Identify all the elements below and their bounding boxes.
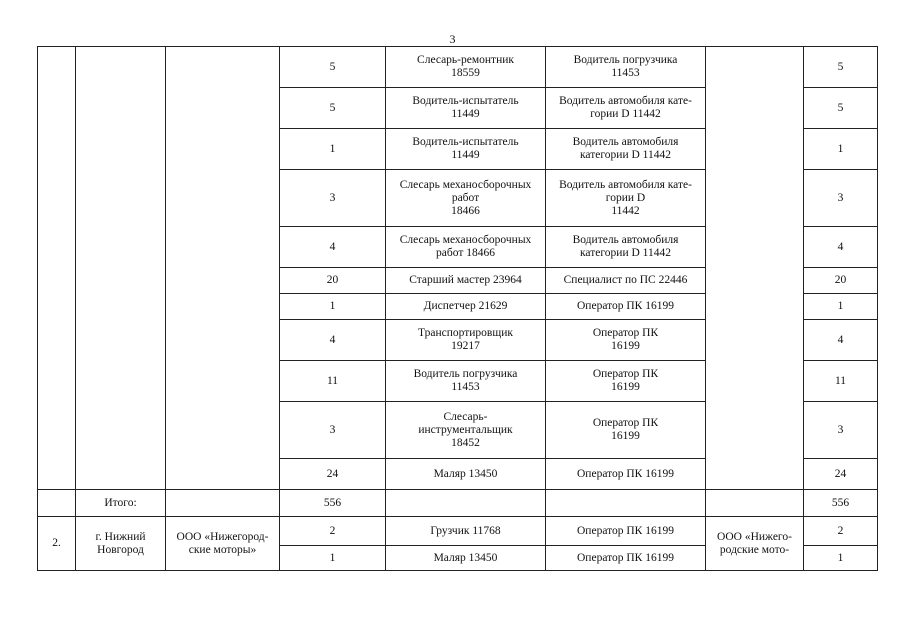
profession-cell: Старший мастер 23964	[386, 268, 546, 294]
profession-cell: Диспетчер 21629	[386, 294, 546, 320]
total-cell: 20	[804, 268, 878, 294]
staff-table	[37, 46, 878, 571]
subtotal-partner-cell	[706, 490, 804, 517]
entry2-row-1-count: 2	[280, 517, 386, 546]
total-cell: 3	[804, 170, 878, 227]
subtotal-row	[38, 490, 878, 517]
entry2-city: г. Нижний Новгород	[76, 517, 166, 571]
count-cell: 3	[280, 170, 386, 227]
training-cell: Водитель автомобиля кате- гории D 11442	[546, 170, 706, 227]
entry-org-cell	[166, 47, 280, 490]
subtotal-org-cell	[166, 490, 280, 517]
subtotal-num-cell	[38, 490, 76, 517]
count-cell: 4	[280, 320, 386, 361]
subtotal-profession-cell	[386, 490, 546, 517]
total-cell: 5	[804, 88, 878, 129]
total-cell: 5	[804, 47, 878, 88]
entry2-row-1-training: Оператор ПК 16199	[546, 517, 706, 546]
count-cell: 3	[280, 402, 386, 459]
page-number: 3	[449, 32, 456, 46]
profession-cell: Транспортировщик 19217	[386, 320, 546, 361]
profession-cell: Слесарь механосборочных работ 18466	[386, 170, 546, 227]
profession-cell: Водитель-испытатель 11449	[386, 88, 546, 129]
entry2-organization: ООО «Нижегород- ские моторы»	[166, 517, 280, 571]
total-cell: 1	[804, 294, 878, 320]
entry2-partner: ООО «Нижего- родские мото-	[706, 517, 804, 571]
table-row	[38, 47, 878, 88]
profession-cell: Слесарь-ремонтник 18559	[386, 47, 546, 88]
subtotal-training-cell	[546, 490, 706, 517]
total-cell: 24	[804, 459, 878, 490]
training-cell: Водитель автомобиля кате- гории D 11442	[546, 88, 706, 129]
training-cell: Специалист по ПС 22446	[546, 268, 706, 294]
count-cell: 1	[280, 294, 386, 320]
entry2-row-1-profession: Грузчик 11768	[386, 517, 546, 546]
profession-cell: Водитель-испытатель 11449	[386, 129, 546, 170]
count-cell: 24	[280, 459, 386, 490]
count-cell: 11	[280, 361, 386, 402]
entry2-row-1	[38, 517, 878, 546]
entry-city-cell	[76, 47, 166, 490]
total-cell: 3	[804, 402, 878, 459]
total-cell: 4	[804, 320, 878, 361]
subtotal-label: Итого:	[76, 490, 166, 517]
training-cell: Водитель автомобиля категории D 11442	[546, 129, 706, 170]
partner-cell	[706, 47, 804, 490]
training-cell: Водитель автомобиля категории D 11442	[546, 227, 706, 268]
entry2-row-2-count: 1	[280, 546, 386, 571]
count-cell: 5	[280, 47, 386, 88]
entry2-row-1-total: 2	[804, 517, 878, 546]
profession-cell: Слесарь механосборочных работ 18466	[386, 227, 546, 268]
entry2-row-2-total: 1	[804, 546, 878, 571]
training-cell: Оператор ПК 16199	[546, 402, 706, 459]
count-cell: 5	[280, 88, 386, 129]
count-cell: 20	[280, 268, 386, 294]
count-cell: 1	[280, 129, 386, 170]
training-cell: Оператор ПК 16199	[546, 459, 706, 490]
count-cell: 4	[280, 227, 386, 268]
profession-cell: Водитель погрузчика 11453	[386, 361, 546, 402]
total-cell: 1	[804, 129, 878, 170]
continued-rows	[38, 47, 878, 490]
profession-cell: Слесарь- инструментальщик 18452	[386, 402, 546, 459]
total-cell: 11	[804, 361, 878, 402]
training-cell: Оператор ПК 16199	[546, 320, 706, 361]
training-cell: Водитель погрузчика 11453	[546, 47, 706, 88]
training-cell: Оператор ПК 16199	[546, 294, 706, 320]
subtotal-count: 556	[280, 490, 386, 517]
entry-number-cell	[38, 47, 76, 490]
total-cell: 4	[804, 227, 878, 268]
training-cell: Оператор ПК 16199	[546, 361, 706, 402]
entry2-row-2-profession: Маляр 13450	[386, 546, 546, 571]
profession-cell: Маляр 13450	[386, 459, 546, 490]
subtotal-total: 556	[804, 490, 878, 517]
entry2-number: 2.	[38, 517, 76, 571]
entry2-row-2-training: Оператор ПК 16199	[546, 546, 706, 571]
